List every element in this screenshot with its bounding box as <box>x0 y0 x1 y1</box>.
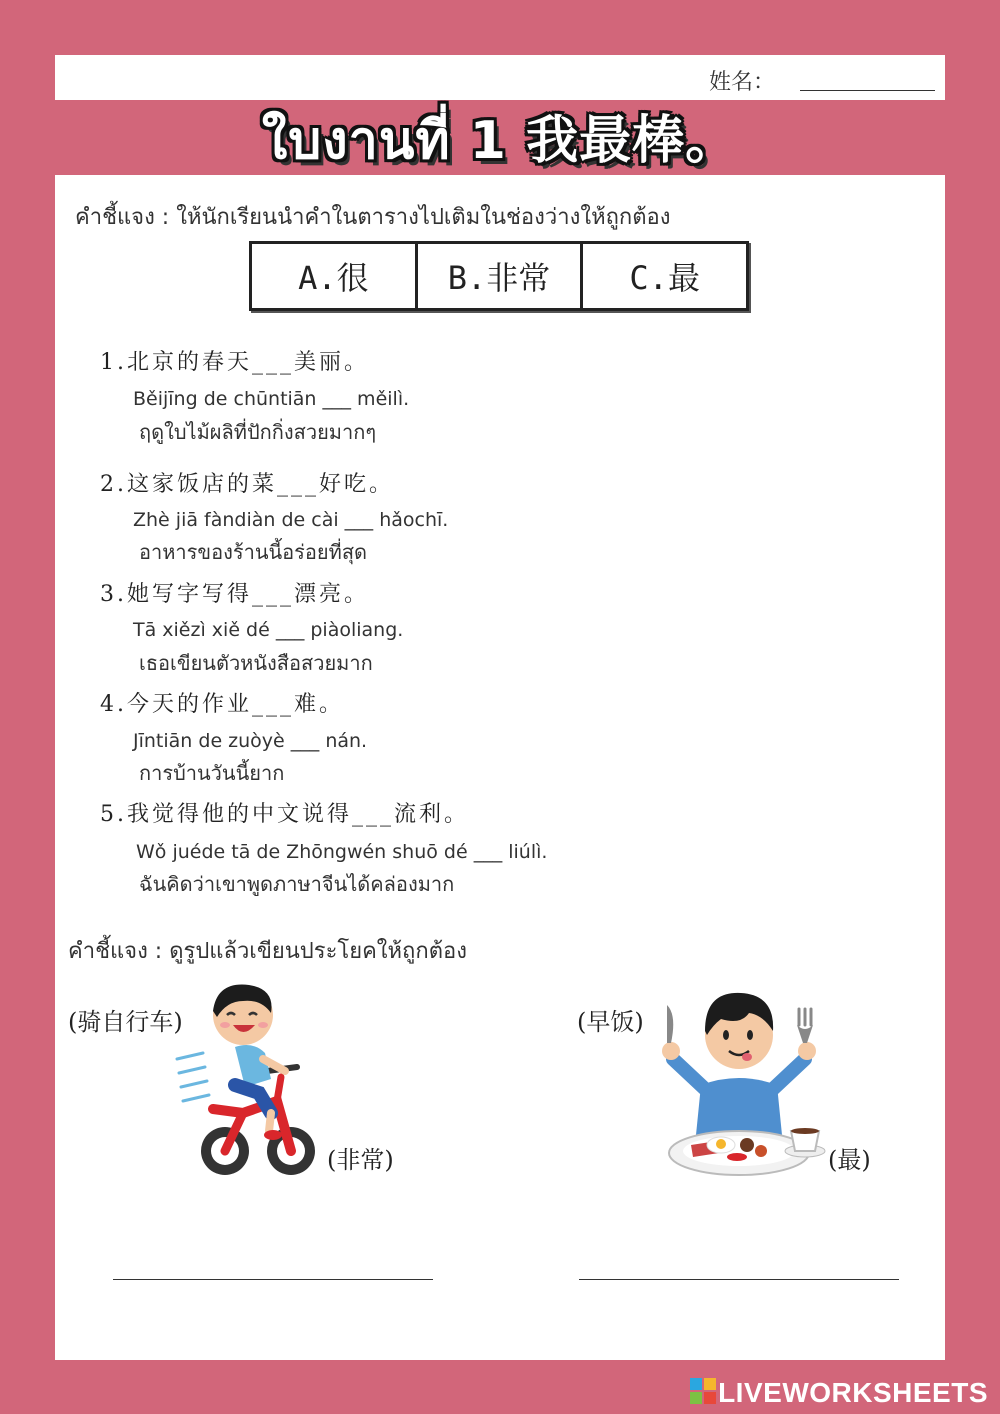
question-4-chinese: 4.今天的作业___难。 <box>100 692 344 717</box>
question-4-thai: การบ้านวันนี้ยาก <box>139 761 285 785</box>
word-bank-cell-b: B.非常 <box>418 244 584 308</box>
boy-breakfast-illustration <box>649 985 829 1185</box>
word-bank-cell-a: A.很 <box>252 244 418 308</box>
name-label: 姓名： <box>708 70 775 95</box>
bike-topic-label: (骑自行车) <box>68 1008 183 1036</box>
question-1-thai: ฤดูใบไม้ผลิที่ปักกิ่งสวยมากๆ <box>139 420 377 444</box>
question-5-thai: ฉันคิดว่าเขาพูดภาษาจีนได้คล่องมาก <box>139 872 455 896</box>
question-2-thai: อาหารของร้านนี้อร่อยที่สุด <box>139 540 368 564</box>
question-3-thai: เธอเขียนตัวหนังสือสวยมาก <box>139 651 373 675</box>
worksheet-body <box>55 175 945 1360</box>
instruction-fill-blank: คำชี้แจง : ให้นักเรียนนำคำในตารางไปเติมในช่องว่างให้ถูกต้อง <box>75 205 671 230</box>
breakfast-answer-line[interactable] <box>579 1279 899 1280</box>
bike-answer-line[interactable] <box>113 1279 433 1280</box>
bike-hint-label: (非常) <box>327 1146 394 1174</box>
liveworksheets-logo-icon <box>690 1378 716 1404</box>
question-1-chinese: 1.北京的春天___美丽。 <box>100 350 369 375</box>
instruction-picture-sentence: คำชี้แจง : ดูรูปแล้วเขียนประโยคให้ถูกต้อง <box>68 939 467 964</box>
word-bank-table <box>249 241 749 311</box>
question-2-chinese: 2.这家饭店的菜___好吃。 <box>100 472 394 497</box>
question-5-chinese: 5.我觉得他的中文说得___流利。 <box>100 802 469 827</box>
question-4-pinyin: Jīntiān de zuòyè ___ nán. <box>133 730 368 752</box>
liveworksheets-brand[interactable]: LIVEWORKSHEETS <box>718 1377 988 1408</box>
name-input-line[interactable] <box>800 90 935 91</box>
name-bar <box>55 55 945 100</box>
breakfast-hint-label: (最) <box>828 1146 871 1174</box>
question-5-pinyin: Wǒ juéde tā de Zhōngwén shuō dé ___ liúlì. <box>136 841 548 863</box>
word-bank-cell-c: C.最 <box>629 259 700 297</box>
question-3-chinese: 3.她写字写得___漂亮。 <box>100 582 369 607</box>
worksheet-title: ใบงานที่ 1 我最棒。 <box>261 111 739 171</box>
boy-riding-bike-illustration <box>173 981 323 1186</box>
breakfast-topic-label: (早饭) <box>577 1008 644 1036</box>
question-2-pinyin: Zhè jiā fàndiàn de cài ___ hǎochī. <box>133 509 449 531</box>
question-3-pinyin: Tā xiězì xiě dé ___ piàoliang. <box>133 619 404 641</box>
question-1-pinyin: Běijīng de chūntiān ___ měilì. <box>133 388 410 410</box>
